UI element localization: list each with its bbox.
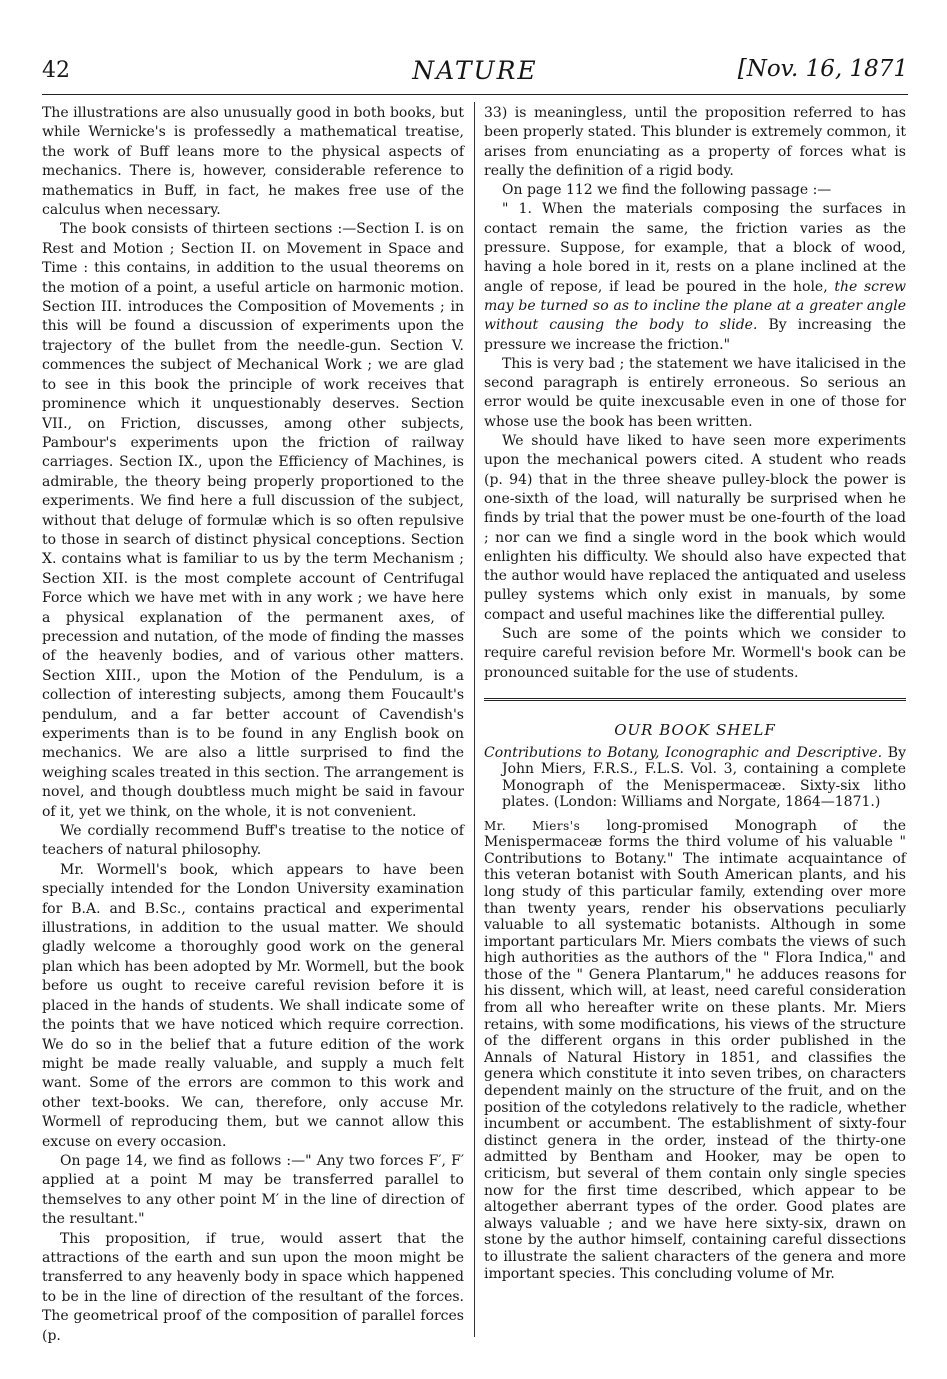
header-rule	[42, 94, 908, 95]
quoted-passage: " 1. When the materials composing the surfaces in contact remain the same, the friction varies as the pressure. Suppose, for example, that a block of wood, having a hole bored in it, rests on a plane inclined at the angle of repose, if lead be poured in the hole, the screw may be turned so as to incline the plane at a greater angle without causing the body to slide. By increasing the pressure we increase the friction."	[484, 201, 906, 353]
page-number: 42	[42, 58, 70, 83]
book-reference	[484, 745, 906, 811]
paragraph: This proposition, if true, would assert that the attractions of the earth and sun upon the moon might be transferred to any heavenly body in space which happened to be in the line of direction of the resultant of the forces. The geometrical proof of the composition of parallel forces (p.	[42, 1230, 464, 1344]
book-title: Contributions to Botany, Iconographic and Descriptive.	[484, 744, 883, 761]
paragraph: We should have liked to have seen more experiments upon the mechanical powers cited. A student who reads (p. 94) that in the three sheave pulley-block the power is one-sixth of the load, will naturally be surprised when he finds by trial that the power must be one-fourth of the load ; nor can we find a single word in the book which would enlighten his difficulty. We should also have expected that the author would have replaced the antiquated and useless pulley systems which only exist in manuals, by some compact and useful machines like the differential pulley.	[484, 433, 906, 623]
paragraph: We cordially recommend Buff's treatise to the notice of teachers of natural philosophy.	[42, 823, 464, 859]
review-body: long-promised Monograph of the Menispermaceæ forms the third volume of his valuable " Contributions to Botany." The intimate acquaintance of this veteran botanist with South American plants, and his long study of this particular family, extending over more than twenty years, render his observations peculiarly valuable to all systematic botanists. Although in some important particulars Mr. Miers combats the views of such high authorities as the authors of the " Flora Indica," and those of the " Genera Plantarum," he adduces reasons for his dissent, which will, at least, need careful consideration from all who hereafter write on these plants. Mr. Miers retains, with some modifications, his views of the structure of the different organs in this order published in the Annals of Natural History in 1851, and classifies the genera which constitute it into seven tribes, on characters dependent mainly on the structure of the fruit, and on the position of the cotyledons relatively to the radicle, whether incumbent or accumbent. The establishment of sixty-four distinct genera in the order, instead of the thirty-one admitted by Bentham and Hooker, may be open to criticism, but several of them contain only single species now for the first time described, which appear to be altogether aberrant types of the order. Good plates are always valuable ; and we have here sixty-six, drawn on stone by the author himself, containing careful dissections to illustrate the salient characters of the genera and more important species. This concluding volume of Mr.	[484, 817, 907, 1282]
book-details: By John Miers, F.R.S., F.L.S. Vol. 3, containing a complete Monograph of the Menispermaceæ. Sixty-six litho plates. (London: Williams and Norgate, 1864—1871.)	[502, 744, 906, 811]
section-rule	[484, 698, 906, 701]
section-title: OUR BOOK SHELF	[614, 720, 776, 739]
review-text	[484, 818, 906, 1283]
paragraph: 33) is meaningless, until the proposition referred to has been properly stated. This blunder is extremely common, it arises from enunciating as a property of forces what is really the definition of a rigid body.	[484, 105, 906, 179]
paragraph: The book consists of thirteen sections :—Section I. is on Rest and Motion ; Section II. on Movement in Space and Time : this contains, in addition to the usual theorems on the motion of a point, a useful article on harmonic motion. Section III. introduces the Composition of Movements ; in this will be found a discussion of experiments upon the trajectory of the bullet from the needle-gun. Section V. commences the subject of Mechanical Work ; we are glad to see in this book the principle of work receives that prominence which it unquestionably deserves. Section VII., on Friction, discusses, among other subjects, Pambour's experiments upon the friction of railway carriages. Section IX., upon the Efficiency of Machines, is admirable, the theory being properly proportioned to the experiments. We find here a full discussion of the subject, without that deluge of formulæ which is so often repulsive to those in search of distinct physical conceptions. Section X. contains what is familiar to us by the term Mechanism ; Section XII. is the most complete account of Centrifugal Force which we have met with in any work ; we have here a physical explanation of the permanent axes, of precession and nutation, of the mode of finding the masses of the heavenly bodies, and of various other matters. Section XIII., upon the Motion of the Pendulum, is a collection of interesting subjects, among them Foucault's pendulum, and a far better account of Cavendish's experiments than is to be found in any English book on mechanics. We are also a little surprised to find the weighing scales treated in this section. The arrangement is novel, and though doubtless much might be said in favour of it, yet we think, on the whole, it is not convenient.	[42, 221, 464, 820]
left-column	[42, 104, 464, 1346]
review-author: Mr. Miers's	[484, 818, 581, 833]
right-column	[484, 104, 906, 1282]
paragraph: Such are some of the points which we consider to require careful revision before Mr. Wormell's book can be pronounced suitable for the use of students.	[484, 626, 906, 681]
paragraph: Mr. Wormell's book, which appears to have been specially intended for the London University examination for B.A. and B.Sc., contains practical and experimental illustrations, in addition to the usual matter. We should gladly welcome a thoroughly good work on the general plan which has been adopted by Mr. Wormell, but the book before us ought to receive careful revision before it is placed in the hands of students. We shall indicate some of the points that we have noticed which require correction. We do so in the belief that a future edition of the work might be made really valuable, and supply a much felt want. Some of the errors are common to this work and other text-books. We can, therefore, only accuse Mr. Wormell of reproducing them, but we cannot allow this excuse on every occasion.	[42, 861, 464, 1150]
paragraph: This is very bad ; the statement we have italicised in the second paragraph is entirely erroneous. So serious an error would be quite inexcusable even in one of those for whose use the book has been written.	[484, 355, 906, 430]
paragraph: On page 112 we find the following passage :—	[502, 182, 832, 199]
issue-date: [Nov. 16, 1871	[737, 56, 908, 82]
column-divider	[474, 102, 475, 1337]
journal-title: NATURE	[412, 56, 538, 85]
book-review	[484, 818, 906, 1283]
paragraph: On page 14, we find as follows :—" Any two forces F′, F′ applied at a point M may be transferred parallel to themselves to any other point M′ in the line of direction of the resultant."	[42, 1152, 464, 1228]
page-header	[42, 56, 908, 92]
paragraph: The illustrations are also unusually good in both books, but while Wernicke's is professedly a mathematical treatise, the work of Buff leans more to the physical aspects of mechanics. There is, however, considerable reference to mathematics in Buff, in fact, he makes free use of the calculus when necessary.	[42, 105, 464, 219]
